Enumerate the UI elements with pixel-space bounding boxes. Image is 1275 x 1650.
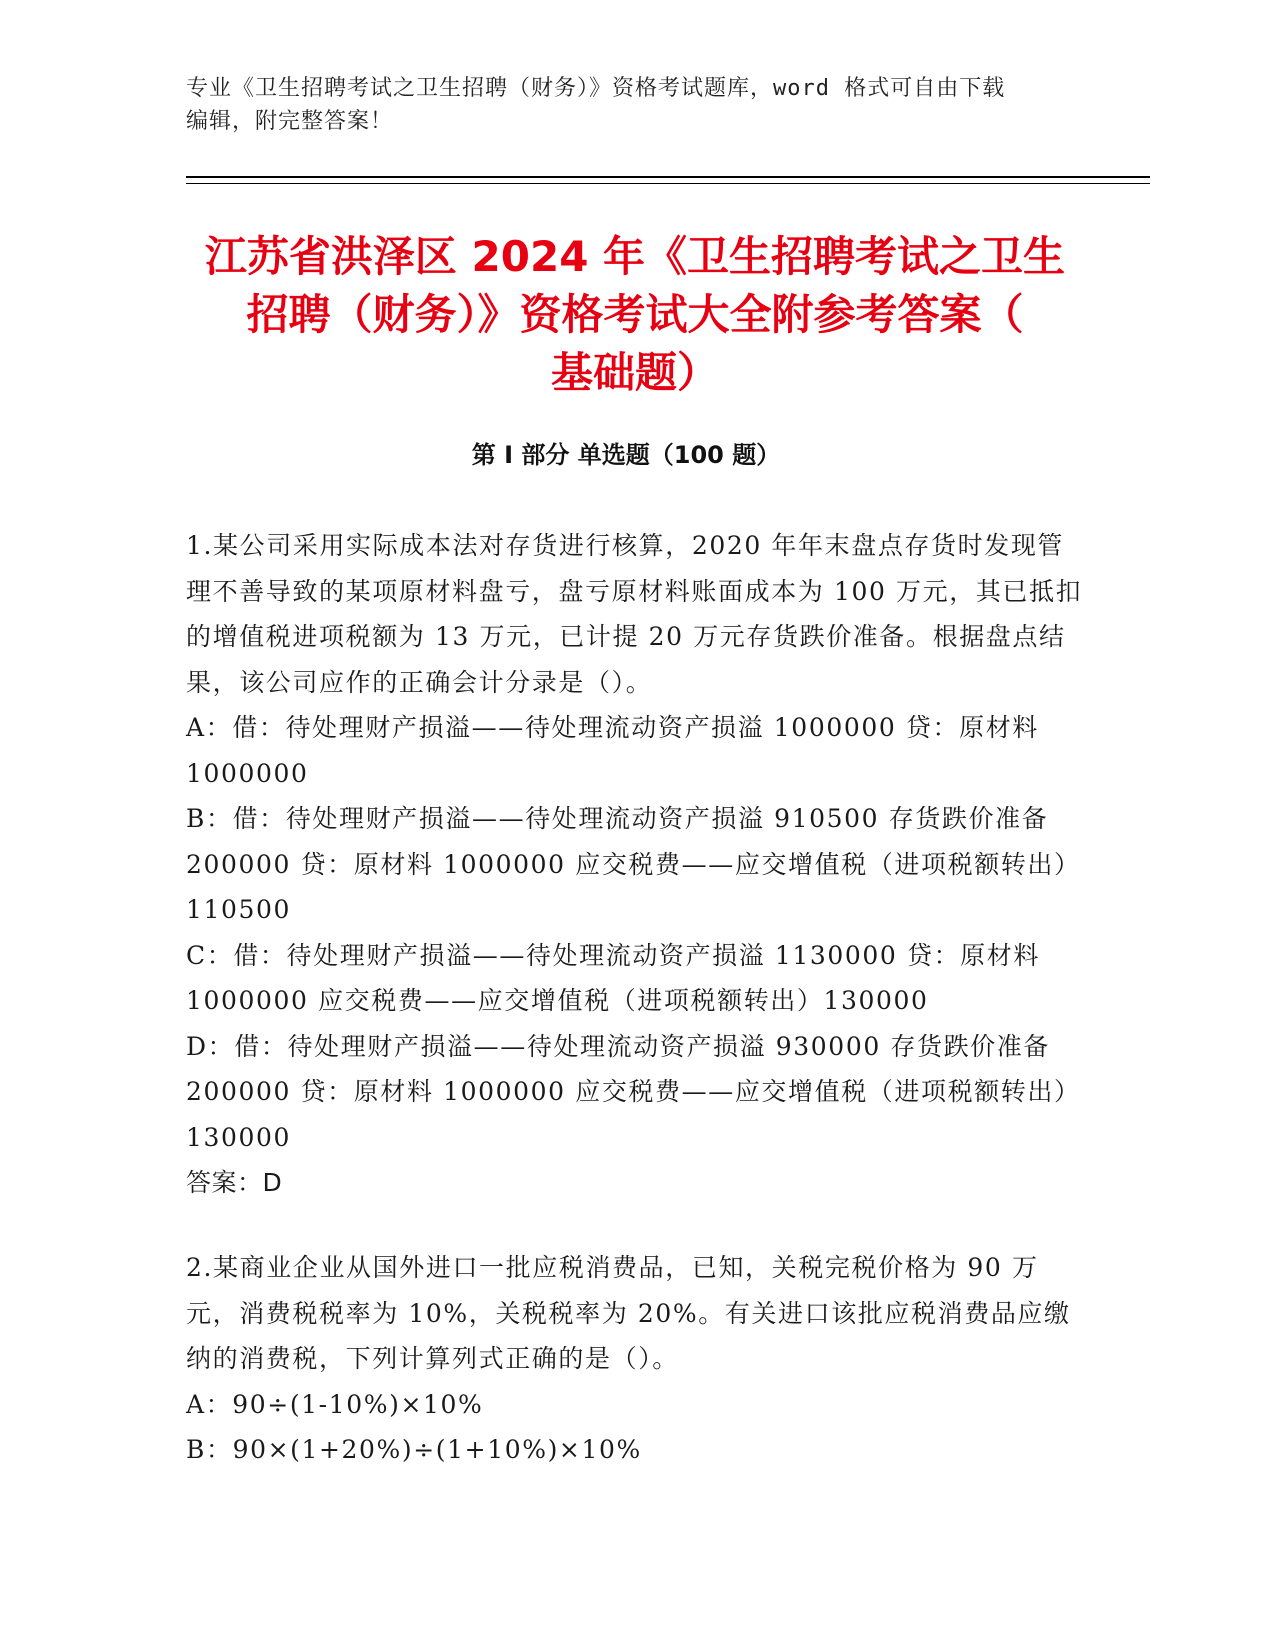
header-note-line-2: 编辑，附完整答案！	[186, 109, 394, 134]
option-b: B：90×(1+20%)÷(1+10%)×10%	[186, 1435, 642, 1464]
header-divider-thin	[186, 183, 1150, 184]
document-title-line-2: 招聘（财务）》资格考试大全附参考答案（	[246, 290, 1024, 339]
header-note-line-1: 专业《卫生招聘考试之卫生招聘（财务）》资格考试题库，word 格式可自由下载	[186, 76, 1006, 101]
answer: 答案：D	[186, 1168, 283, 1197]
question-1	[186, 523, 1086, 1206]
option-c: C：借：待处理财产损溢——待处理流动资产损溢 1130000 贷：原材料 1000000 应交税费——应交增值税（进项税额转出）130000	[186, 940, 1040, 1015]
option-a: A：借：待处理财产损溢——待处理流动资产损溢 1000000 贷：原材料 1000000	[186, 713, 1039, 788]
option-b: B：借：待处理财产损溢——待处理流动资产损溢 910500 存货跌价准备 200000 贷：原材料 1000000 应交税费——应交增值税（进项税额转出）110500	[186, 804, 1081, 924]
option-d: D：借：待处理财产损溢——待处理流动资产损溢 930000 存货跌价准备 200000 贷：原材料 1000000 应交税费——应交增值税（进项税额转出）130000	[186, 1031, 1081, 1152]
question-stem: 2.某商业企业从国外进口一批应税消费品，已知，关税完税价格为 90 万元，消费税税率为 10%，关税税率为 20%。有关进口该批应税消费品应缴纳的消费税，下列计算列式正确的是（）。	[186, 1253, 1071, 1373]
header-divider-thick	[186, 176, 1150, 178]
document-title-line-1: 江苏省洪泽区 2024 年《卫生招聘考试之卫生	[204, 232, 1066, 281]
question-stem: 1.某公司采用实际成本法对存货进行核算，2020 年年末盘点存货时发现管理不善导致的某项原材料盘亏，盘亏原材料账面成本为 100 万元，其已抵扣的增值税进项税额为 13 万元，已计提 20 万元存货跌价准备。根据盘点结果，该公司应作的正确会计分录是（）。	[186, 531, 1083, 697]
option-a: A：90÷(1-10%)×10%	[186, 1389, 484, 1419]
header-note	[186, 72, 1066, 138]
section-title: 第 I 部分 单选题（100 题）	[471, 441, 781, 469]
document-title-line-3: 基础题）	[550, 348, 719, 397]
question-2	[186, 1245, 1086, 1473]
document-title	[170, 228, 1100, 402]
